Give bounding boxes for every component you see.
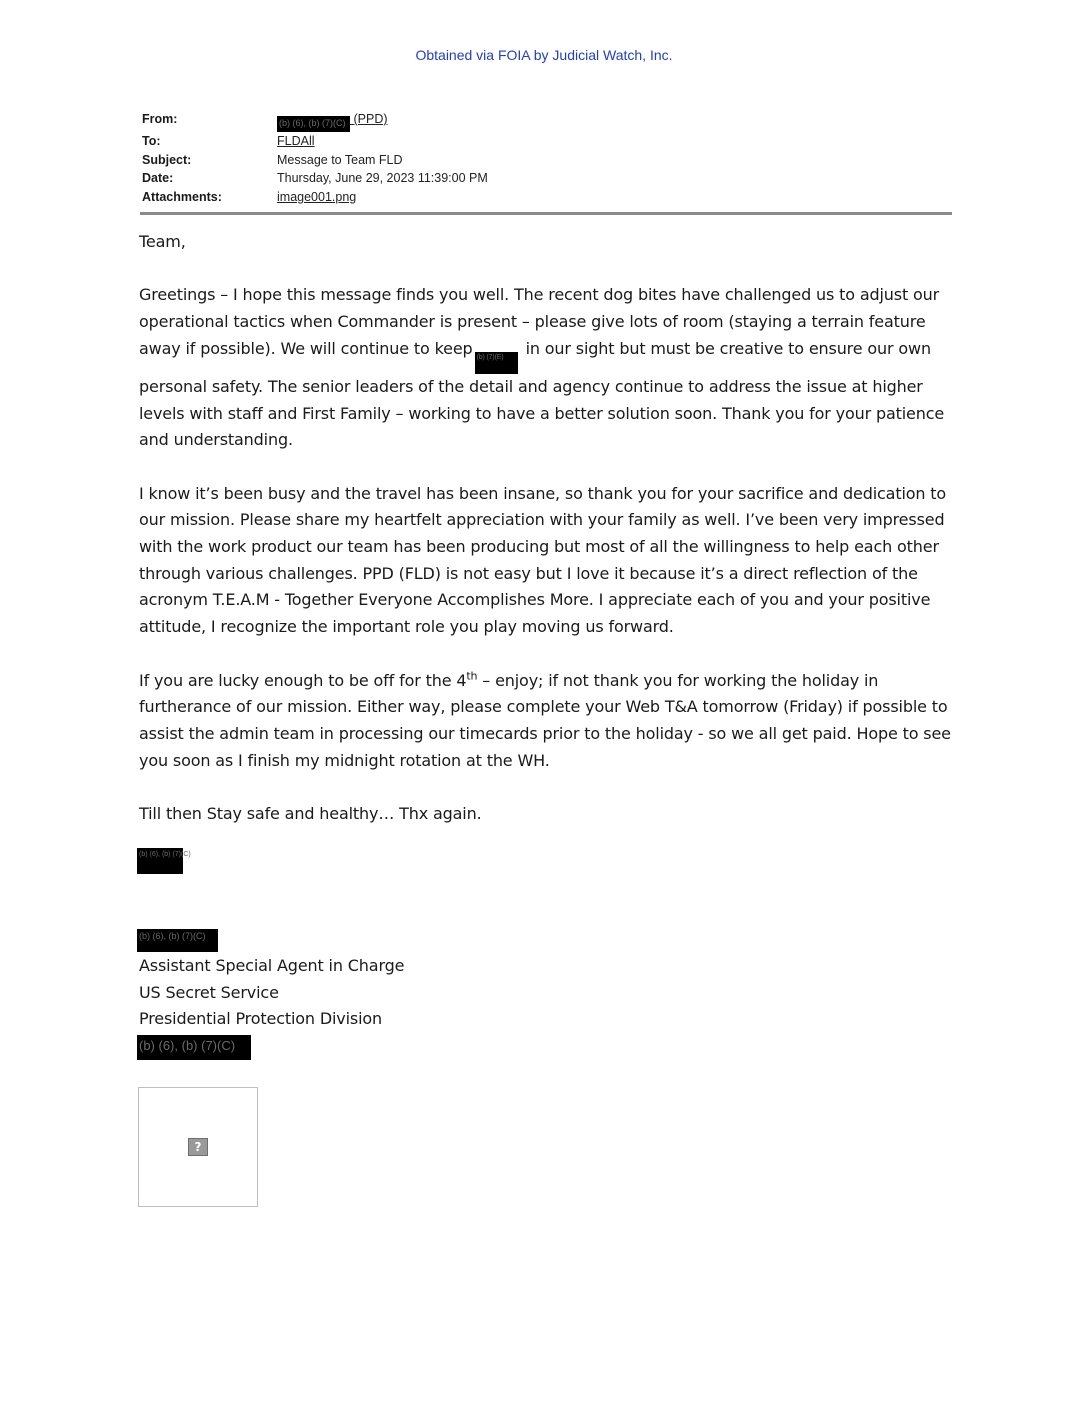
broken-image-icon: ?: [188, 1138, 208, 1156]
paragraph-1: [139, 282, 959, 454]
foia-banner: Obtained via FOIA by Judicial Watch, Inc.: [415, 47, 673, 63]
paragraph-2: I know it’s been busy and the travel has been insane, so thank you for your sacrifice and dedication to our mission. Please share my heartfelt appreciation with your family as well. I’ve been very impressed with the work product our team has been producing but most of all the willingness to help each other through various challenges. PPD (FLD) is not easy but I love it because it’s a direct reflection of the acronym T.E.A.M - Together Everyone Accomplishes More. I appreciate each of you and your positive attitude, I recognize the important role you play moving us forward.: [139, 483, 947, 637]
from-label: From:: [142, 112, 178, 126]
ordinal-suffix: th: [466, 669, 478, 683]
embedded-image[interactable]: [138, 1087, 258, 1207]
from-value[interactable]: [277, 110, 388, 132]
paragraph-3-start: If you are lucky enough to be off for the 4: [139, 670, 467, 690]
signature-agency: US Secret Service: [139, 982, 279, 1002]
signature-division: Presidential Protection Division: [139, 1009, 383, 1029]
paragraph-3-end: – enjoy; if not thank you for working the holiday in furtherance of our mission. Either way, please complete your Web T&A tomorrow (Friday) if possible to assist the admin team in processing our timecards prior to the holiday - so we all get paid. Hope to see you soon as I finish my midnight rotation at the WH.: [139, 670, 951, 770]
salutation: Team,: [139, 232, 186, 251]
signature-title: Assistant Special Agent in Charge: [139, 956, 405, 975]
from-redaction: (b) (6), (b) (7)(C): [277, 116, 350, 132]
to-label: To:: [142, 134, 161, 148]
date-row: [142, 169, 488, 188]
subject-row: [142, 151, 488, 170]
signature-redaction-1: (b) (6), (b) (7)(C): [137, 848, 183, 874]
email-header: [142, 110, 488, 206]
paragraph-4: Till then Stay safe and healthy… Thx again.: [139, 804, 482, 823]
paragraph-1-start: Greetings – I hope this message finds you well. The recent dog bites have challenged us to adjust our operational tactics when Commander is present – please give lots of room (staying a terrain feature away if possible). We will continue to keep: [139, 285, 940, 358]
attachment-link[interactable]: image001.png: [277, 189, 357, 204]
subject-label: Subject:: [142, 152, 192, 167]
inline-redaction: (b) (7)(E): [475, 352, 518, 374]
from-row: [142, 110, 488, 132]
paragraph-3: [139, 668, 959, 775]
email-body: [139, 229, 959, 854]
subject-value: Message to Team FLD: [277, 152, 403, 167]
signature-redaction-3: (b) (6), (b) (7)(C): [137, 1035, 251, 1060]
signature-block: [139, 953, 404, 1033]
to-row: [142, 132, 488, 151]
date-value: Thursday, June 29, 2023 11:39:00 PM: [277, 171, 488, 186]
date-label: Date:: [142, 171, 174, 186]
paragraph-1-end: in our sight but must be creative to ensure our own personal safety. The senior leaders of the detail and agency continue to address the issue at higher levels with staff and First Family – working to have a better solution soon. Thank you for your patience and understanding.: [139, 338, 945, 450]
from-suffix: (PPD): [353, 112, 388, 126]
header-divider: [140, 212, 952, 215]
to-value[interactable]: FLDAll: [277, 134, 315, 148]
attachments-label: Attachments:: [142, 189, 222, 204]
signature-redaction-2: (b) (6), (b) (7)(C): [137, 929, 218, 952]
attachments-row: [142, 188, 488, 207]
